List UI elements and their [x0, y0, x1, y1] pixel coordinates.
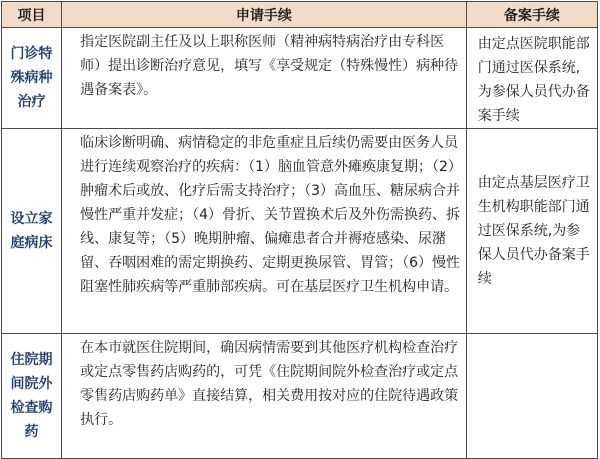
row-procedure-home-sickbed: 临床诊断明确、病情稳定的非危重症且后续仍需要由医务人员进行连续观察治疗的疾病：（1）脑血管意外瘫痪康复期；（2）肿瘤术后或放、化疗后需支持治疗；（3）高血压、糖尿病合并慢性严重并发症；（4）骨折、关节置换术后及外伤需换药、拆线、康复等；（5）晚期肿瘤、偏瘫患者合并褥疮感染、尿潴留、吞咽困难的需定期换药、定期更换尿管、胃管；（6）慢性阻塞性肺疾病等严重肺部疾病。可在基层医疗卫生机构申请。 [62, 129, 467, 334]
policy-table [1, 1, 598, 459]
row-name-outside-exam: 住院期间院外检查购药 [2, 334, 62, 459]
row-procedure-special-outpatient: 指定医院副主任及以上职称医师（精神病特病治疗由专科医师）提出诊断治疗意见，填写《享受规定（特殊慢性）病种待遇备案表》。 [62, 28, 467, 129]
row-name-home-sickbed: 设立家庭病床 [2, 129, 62, 334]
table-header-row [2, 2, 598, 28]
header-item: 项目 [2, 2, 62, 28]
table-row [2, 334, 598, 459]
row-record-special-outpatient: 由定点医院职能部门通过医保系统,为参保人员代办备案手续 [466, 28, 597, 129]
header-application-procedure: 申请手续 [62, 2, 467, 28]
row-name-special-outpatient: 门诊特殊病种治疗 [2, 28, 62, 129]
header-record-procedure: 备案手续 [466, 2, 597, 28]
table-row [2, 28, 598, 129]
table-row [2, 129, 598, 334]
row-procedure-outside-exam: 在本市就医住院期间，确因病情需要到其他医疗机构检查治疗或定点零售药店购药的，可凭《住院期间院外检查治疗或定点零售药店购药单》直接结算，相关费用按对应的住院待遇政策执行。 [62, 334, 467, 459]
row-record-outside-exam [466, 334, 597, 459]
row-record-home-sickbed: 由定点基层医疗卫生机构职能部门通过医保系统,为参保人员代办备案手续 [466, 129, 597, 334]
